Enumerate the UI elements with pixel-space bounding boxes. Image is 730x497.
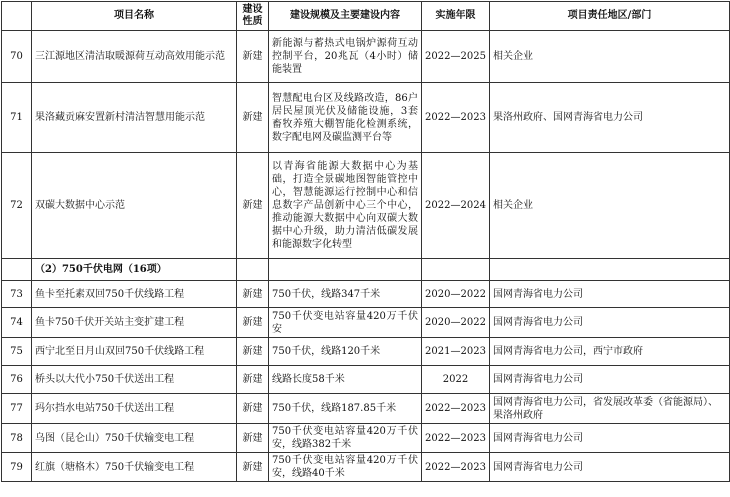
- table-row: [2, 338, 730, 366]
- section-empty-cell: [269, 259, 422, 281]
- header-no: [2, 2, 32, 31]
- cell-region: 国网青海省电力公司: [490, 424, 730, 453]
- section-empty-cell: [2, 259, 32, 281]
- cell-region: 果洛州政府、国网青海省电力公司: [490, 83, 730, 153]
- cell-type: 新建: [237, 338, 269, 366]
- cell-type: 新建: [237, 453, 269, 482]
- cell-name: 玛尔挡水电站750千伏送出工程: [32, 394, 237, 424]
- cell-region: 国网青海省电力公司: [490, 281, 730, 308]
- cell-period: 2022—2023: [422, 453, 490, 482]
- cell-type: 新建: [237, 308, 269, 338]
- header-row: [2, 2, 730, 31]
- cell-type: 新建: [237, 366, 269, 394]
- table-row: [2, 153, 730, 259]
- cell-period: 2022—2024: [422, 153, 490, 259]
- cell-region: 国网青海省电力公司: [490, 308, 730, 338]
- header-type: 建设性质: [237, 2, 269, 31]
- cell-type: 新建: [237, 281, 269, 308]
- cell-name: 鱼卡至托素双回750千伏线路工程: [32, 281, 237, 308]
- cell-period: 2022—2023: [422, 394, 490, 424]
- cell-period: 2022—2023: [422, 424, 490, 453]
- section-label: （2）750千伏电网（16项）: [32, 259, 237, 281]
- table-row: [2, 424, 730, 453]
- cell-no: 77: [2, 394, 32, 424]
- cell-type: 新建: [237, 424, 269, 453]
- header-name: 项目名称: [32, 2, 237, 31]
- table-row: [2, 31, 730, 83]
- cell-region: 国网青海省电力公司，省发展改革委（省能源局）、果洛州政府: [490, 394, 730, 424]
- cell-scale: 750千伏，线路347千米: [269, 281, 422, 308]
- table-row: [2, 394, 730, 424]
- cell-scale: 以青海省能源大数据中心为基础，打造全景碳地图智能管控中心，智慧能源运行控制中心和信息数字产品创新中心三个中心，推动能源大数据中心向双碳大数据中心升级，助力清洁低碳发展和能源数字化转型: [269, 153, 422, 259]
- cell-region: 国网青海省电力公司: [490, 366, 730, 394]
- table-row: [2, 453, 730, 482]
- cell-period: 2022—2025: [422, 31, 490, 83]
- cell-no: 79: [2, 453, 32, 482]
- table-row: [2, 366, 730, 394]
- cell-no: 70: [2, 31, 32, 83]
- header-region: 项目责任地区/部门: [490, 2, 730, 31]
- cell-type: 新建: [237, 31, 269, 83]
- table-row: [2, 308, 730, 338]
- cell-no: 71: [2, 83, 32, 153]
- cell-period: 2022: [422, 366, 490, 394]
- cell-scale: 750千伏，线路120千米: [269, 338, 422, 366]
- cell-name: 桥头以大代小750千伏送出工程: [32, 366, 237, 394]
- header-period: 实施年限: [422, 2, 490, 31]
- project-table: [1, 1, 730, 482]
- cell-type: 新建: [237, 153, 269, 259]
- cell-period: 2022—2023: [422, 83, 490, 153]
- table-row: [2, 281, 730, 308]
- header-scale: 建设规模及主要建设内容: [269, 2, 422, 31]
- cell-region: 国网青海省电力公司: [490, 453, 730, 482]
- section-empty-cell: [490, 259, 730, 281]
- cell-region: 相关企业: [490, 153, 730, 259]
- cell-name: 三江源地区清洁取暖源荷互动高效用能示范: [32, 31, 237, 83]
- cell-period: 2021—2023: [422, 338, 490, 366]
- cell-scale: 750千伏变电站容量420万千伏安: [269, 308, 422, 338]
- cell-period: 2020—2022: [422, 308, 490, 338]
- cell-scale: 线路长度58千米: [269, 366, 422, 394]
- cell-no: 75: [2, 338, 32, 366]
- cell-name: 果洛藏贡麻安置新村清洁智慧用能示范: [32, 83, 237, 153]
- table-row: [2, 83, 730, 153]
- cell-type: 新建: [237, 83, 269, 153]
- cell-no: 78: [2, 424, 32, 453]
- cell-type: 新建: [237, 394, 269, 424]
- cell-scale: 750千伏变电站容量420万千伏安，线路382千米: [269, 424, 422, 453]
- cell-name: 双碳大数据中心示范: [32, 153, 237, 259]
- cell-name: 鱼卡750千伏开关站主变扩建工程: [32, 308, 237, 338]
- cell-region: 国网青海省电力公司，西宁市政府: [490, 338, 730, 366]
- cell-no: 74: [2, 308, 32, 338]
- section-empty-cell: [422, 259, 490, 281]
- cell-period: 2020—2022: [422, 281, 490, 308]
- cell-scale: 新能源与蓄热式电锅炉源荷互动控制平台，20兆瓦（4小时）储能装置: [269, 31, 422, 83]
- section-empty-cell: [237, 259, 269, 281]
- section-row: [2, 259, 730, 281]
- cell-name: 西宁北至日月山双回750千伏线路工程: [32, 338, 237, 366]
- cell-no: 72: [2, 153, 32, 259]
- cell-name: 乌图（昆仑山）750千伏输变电工程: [32, 424, 237, 453]
- cell-scale: 750千伏变电站容量420万千伏安，线路40千米: [269, 453, 422, 482]
- cell-no: 73: [2, 281, 32, 308]
- cell-name: 红旗（塘格木）750千伏输变电工程: [32, 453, 237, 482]
- cell-scale: 750千伏，线路187.85千米: [269, 394, 422, 424]
- cell-region: 相关企业: [490, 31, 730, 83]
- cell-no: 76: [2, 366, 32, 394]
- cell-scale: 智慧配电台区及线路改造，86户居民屋顶光伏及储能设施，3套畜牧养殖大棚智能化检测系统，数字配电网及碳监测平台等: [269, 83, 422, 153]
